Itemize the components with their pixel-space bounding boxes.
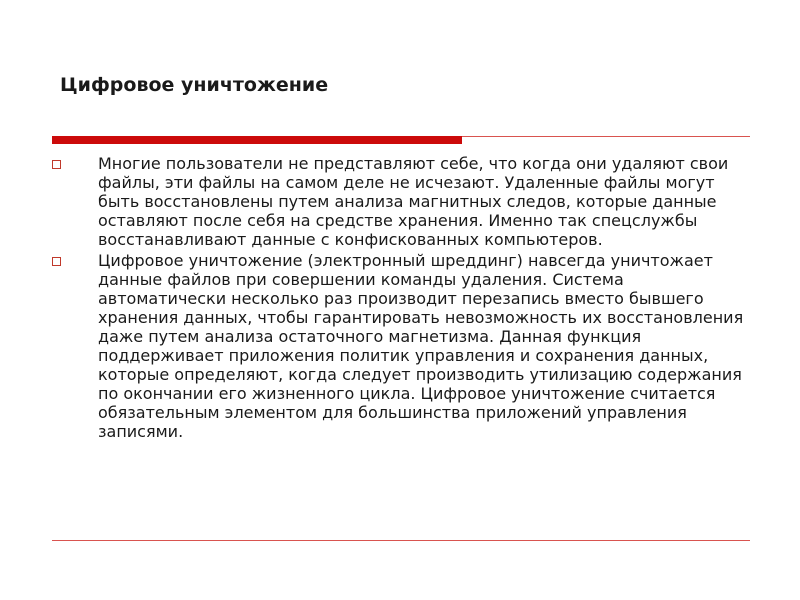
bullet-item: [52, 154, 752, 249]
footer-rule: [52, 540, 750, 541]
title-rule-accent: [52, 136, 462, 144]
bullet-text: Цифровое уничтожение (электронный шреддинг) навсегда уничтожает данные файлов при совершении команды удаления. Система автоматически несколько раз производит перезапись вместо бывшего хранения данных, чтобы гарантировать невозможность их восстановления даже путем анализа остаточного магнетизма. Данная функция поддерживает приложения политик управления и сохранения данных, которые определяют, когда следует производить утилизацию содержания по окончании его жизненного цикла. Цифровое уничтожение считается обязательным элементом для большинства приложений управления записями.: [98, 251, 744, 441]
hollow-square-bullet-icon: [52, 257, 61, 266]
bullet-item: [52, 251, 752, 441]
hollow-square-bullet-icon: [52, 160, 61, 169]
slide-title: Цифровое уничтожение: [60, 74, 329, 96]
bullet-list: [52, 154, 752, 443]
bullet-text: Многие пользователи не представляют себе, что когда они удаляют свои файлы, эти файлы на самом деле не исчезают. Удаленные файлы могут быть восстановлены путем анализа магнитных следов, которые данные оставляют после себя на средстве хранения. Именно так спецслужбы восстанавливают данные с конфискованных компьютеров.: [98, 154, 729, 249]
